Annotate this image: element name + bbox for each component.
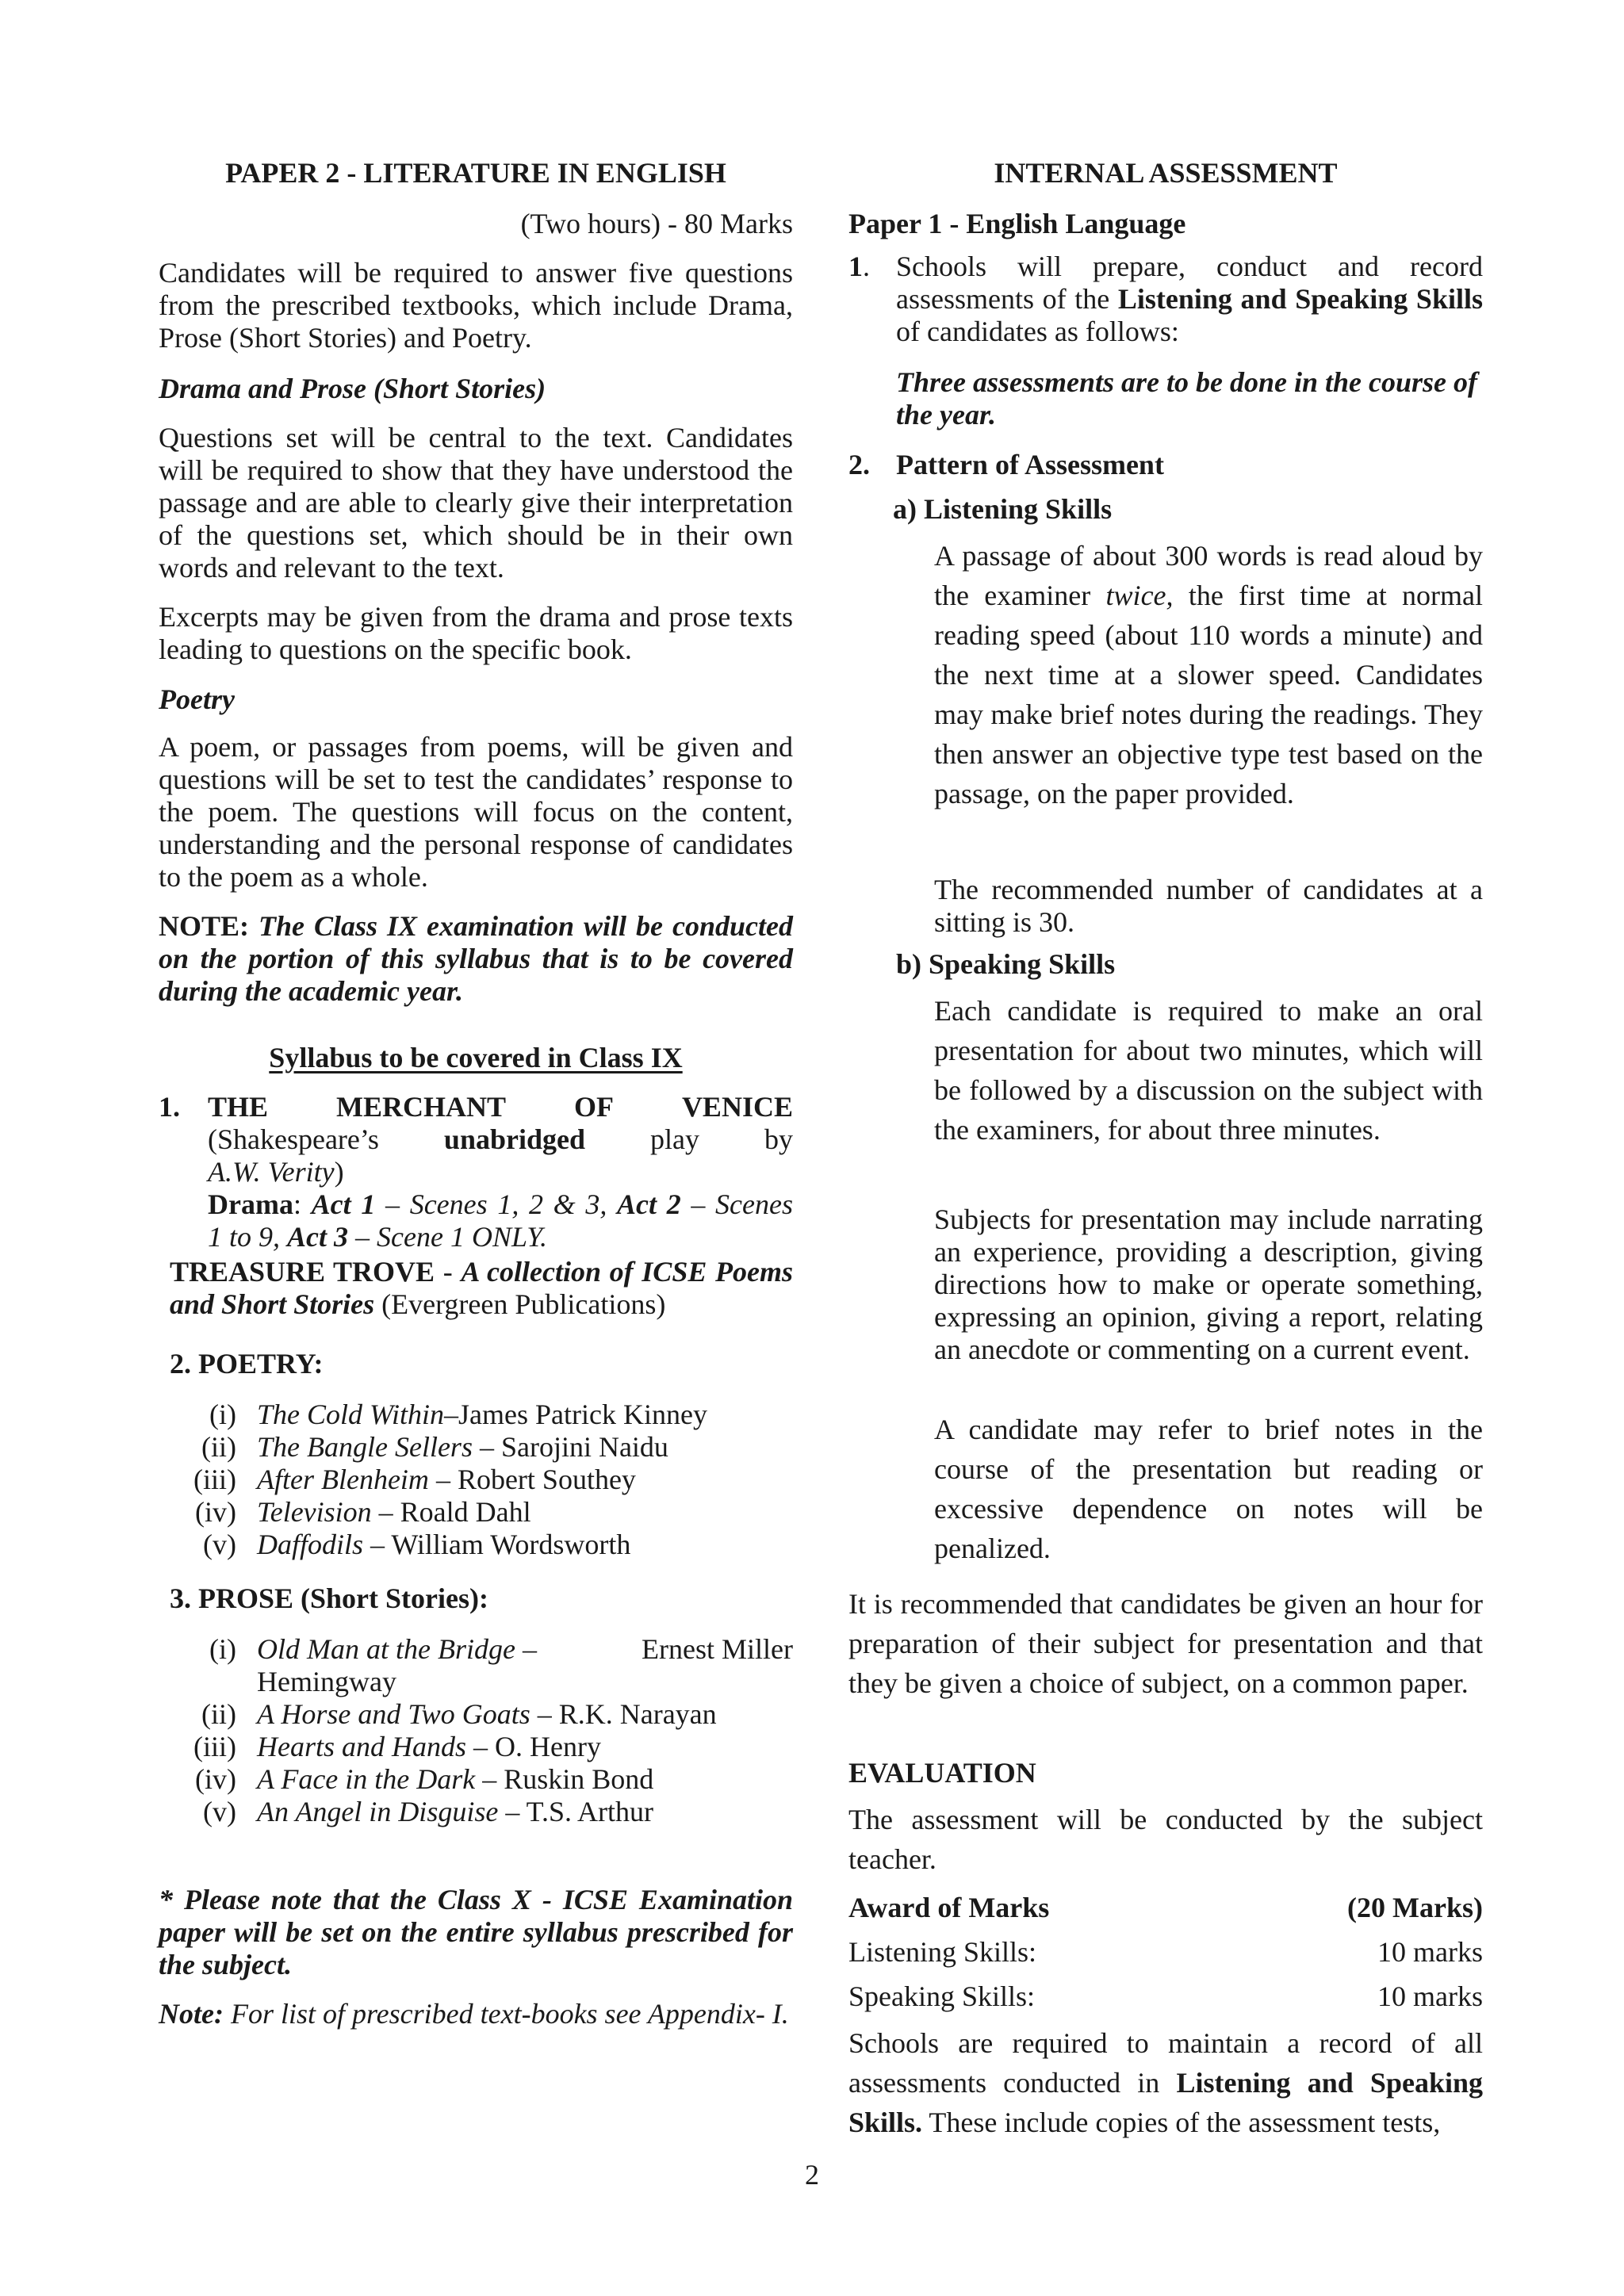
poetry-section-number: 2.: [170, 1348, 191, 1380]
merchant-edition-text: by: [764, 1123, 793, 1155]
list-item-author: Ernest Miller: [642, 1633, 793, 1665]
speaking-label-letter: b): [896, 948, 922, 980]
list-item-title: A Face in the Dark: [257, 1763, 476, 1795]
list-item-title: Television: [257, 1496, 372, 1528]
item2-number: 2.: [848, 449, 870, 480]
listening-title: Listening Skills: [924, 493, 1113, 525]
list-item-sep: –: [363, 1529, 392, 1560]
merchant-unabridged: unabridged: [443, 1123, 585, 1155]
schools-text-c: These include copies of the assessment tests,: [922, 2107, 1441, 2138]
please-note: * Please note that the Class X - ICSE Examination paper will be set on the entire syllabus prescribed for the subject.: [159, 1884, 793, 1980]
list-item-author: Roald Dahl: [400, 1496, 531, 1528]
item1-text: [896, 251, 1483, 348]
speaking-heading: [896, 948, 1115, 981]
merchant-drama-label: Drama: [208, 1188, 293, 1220]
list-item: [190, 1698, 793, 1731]
list-item-author: O. Henry: [495, 1731, 601, 1762]
prose-list: [190, 1633, 793, 1828]
poetry-section-heading: [170, 1348, 323, 1380]
prose-section-number: 3.: [170, 1582, 191, 1614]
list-item-number: (v): [203, 1796, 236, 1827]
list-item-number: (i): [209, 1633, 236, 1665]
list-item-number: (v): [203, 1529, 236, 1560]
poetry-list: [190, 1399, 793, 1561]
list-item-title: Hearts and Hands: [257, 1731, 467, 1762]
speaking-marks-value: 10 marks: [1377, 1980, 1483, 2012]
list-item-title: The Bangle Sellers: [257, 1431, 473, 1463]
list-item-sep: –: [530, 1698, 559, 1730]
treasure-subtitle: Poems and Short Stories: [170, 1256, 793, 1320]
listening-marks-value: 10 marks: [1377, 1936, 1483, 1968]
poetry-section-label: POETRY:: [198, 1348, 324, 1380]
award-row: [848, 1892, 1483, 1924]
list-item-number: (ii): [201, 1431, 236, 1463]
note2-text: For list of prescribed text-books see Appendix- I.: [223, 1998, 789, 2030]
prose-section-heading: [170, 1582, 488, 1615]
merchant-act: Act 1: [311, 1188, 376, 1220]
listening-text-b: the first time at normal reading speed (about 110 words a minute) and the next time at a slower speed. Candidates may make brief notes during the readings. They then answer an objective type test based on the passage, on the paper provided.: [934, 580, 1483, 809]
list-item-title: Daffodils: [257, 1529, 364, 1560]
list-item-number: (iii): [193, 1731, 236, 1762]
list-item-number: (iv): [195, 1496, 236, 1528]
merchant-title: [208, 1091, 793, 1123]
treasure-trove: [170, 1256, 793, 1321]
list-item-author: William Wordsworth: [391, 1529, 631, 1560]
list-item: [190, 1731, 793, 1763]
paper2-heading: PAPER 2 - LITERATURE IN ENGLISH: [225, 157, 726, 189]
hour-text: It is recommended that candidates be given an hour for preparation of their subject for presentation and that they be given a choice of subject, on a common paper.: [848, 1588, 1483, 1699]
list-item-sep: –: [371, 1496, 400, 1528]
merchant-title-word: OF: [573, 1091, 614, 1123]
list-item-author: Sarojini Naidu: [500, 1431, 668, 1463]
note-label: NOTE:: [159, 910, 250, 942]
merchant-title-word: VENICE: [681, 1091, 793, 1123]
speaking-text-1: Each candidate is required to make an oral presentation for about two minutes, which will be followed by a discussion on the subject with the examiners, for about three minutes.: [934, 995, 1483, 1146]
list-item-sep: –: [466, 1731, 496, 1762]
list-item-number: (iii): [193, 1464, 236, 1495]
speaking-text-2: Subjects for presentation may include narrating an experience, providing a description, giving directions how to make or operate something, expressing an opinion, giving a report, relating an anecdote or commenting on a current event.: [934, 1203, 1483, 1365]
item1-num: 1: [848, 251, 863, 282]
merchant-scenes: – Scenes: [680, 1188, 793, 1220]
list-item-author: Robert Southey: [457, 1464, 636, 1495]
list-item: [190, 1763, 793, 1796]
note-text: The Class IX examination will be conducted on the portion of this syllabus that is to be covered during the academic year.: [159, 910, 793, 1007]
merchant-act: Act 2: [617, 1188, 681, 1220]
merchant-scenes: – Scenes 1, 2 & 3,: [375, 1188, 618, 1220]
item2-label: Pattern of Assessment: [896, 449, 1164, 480]
note2: [159, 1998, 793, 2030]
merchant-drama-colon: :: [293, 1188, 301, 1220]
list-item-sep: –: [515, 1633, 537, 1665]
list-item: [190, 1399, 793, 1431]
list-item-number: (ii): [201, 1698, 236, 1730]
schools-text-a: Schools are required to maintain a record of all assessments conducted in: [848, 2027, 1483, 2099]
item1-text-b: Listening and Speaking Skills: [1117, 283, 1483, 315]
merchant-author-close: ): [334, 1156, 344, 1188]
listening-twice: twice,: [1105, 580, 1174, 611]
item1-number: [848, 251, 870, 283]
award-total: (20 Marks): [1347, 1892, 1483, 1923]
evaluation-heading: EVALUATION: [848, 1757, 1036, 1789]
list-item: [190, 1796, 793, 1828]
listening-label-letter: a): [893, 493, 917, 525]
page-number: 2: [805, 2159, 819, 2191]
speaking-text-3: A candidate may refer to brief notes in the course of the presentation but reading or excessive dependence on notes will be penalized.: [934, 1414, 1483, 1564]
speaking-title: Speaking Skills: [929, 948, 1116, 980]
list-item-author: R.K. Narayan: [558, 1698, 717, 1730]
merchant-drama-line-2: [208, 1221, 793, 1253]
three-assessments-note: Three assessments are to be done in the course of the year.: [896, 366, 1477, 430]
list-item-title: Old Man at the Bridge: [257, 1633, 515, 1665]
merchant-author-line: [208, 1156, 793, 1188]
list-item-author: T.S. Arthur: [526, 1796, 654, 1827]
recommended-text: The recommended number of candidates at a sitting is 30.: [934, 874, 1483, 938]
item1-text-a: Schools will prepare, conduct and record assessments of the: [896, 251, 1483, 315]
list-item-author: James Patrick Kinney: [458, 1399, 707, 1430]
merchant-act: Act 3: [287, 1221, 349, 1253]
list-item-sep: –: [475, 1763, 504, 1795]
listening-marks-row: [848, 1936, 1483, 1969]
drama-heading: Drama and Prose (Short Stories): [159, 373, 546, 404]
list-item: [190, 1464, 793, 1496]
merchant-scenes: – Scene 1 ONLY.: [348, 1221, 547, 1253]
merchant-author: A.W. Verity: [208, 1156, 335, 1188]
paper2-intro: Candidates will be required to answer five questions from the prescribed textbooks, which include Drama, Prose (Short Stories) and Poetry.: [159, 257, 793, 354]
merchant-block: [208, 1091, 793, 1253]
merchant-title-word: THE: [208, 1091, 269, 1123]
list-item-number: (iv): [195, 1763, 236, 1795]
treasure-subtitle: A collection of ICSE: [461, 1256, 707, 1288]
list-item-title: After Blenheim: [257, 1464, 429, 1495]
drama-text: Questions set will be central to the text. Candidates will be required to show that they have understood the passage and are able to clearly give their interpretation of the questions set, which should be in their own words and relevant to the text.: [159, 422, 793, 584]
list-item-sep: –: [444, 1399, 459, 1430]
note2-label: Note:: [159, 1998, 224, 2030]
note-block: [159, 910, 793, 1008]
award-label: Award of Marks: [848, 1892, 1050, 1923]
poetry-heading: Poetry: [159, 683, 235, 715]
list-item-author: Ruskin Bond: [504, 1763, 654, 1795]
listening-heading: [893, 493, 1112, 526]
list-item: [190, 1633, 793, 1698]
list-item: [190, 1431, 793, 1464]
list-item-title: An Angel in Disguise: [257, 1796, 499, 1827]
listening-marks-label: Listening Skills:: [848, 1936, 1037, 1968]
item1-dot: .: [863, 251, 870, 282]
list-item-sep: –: [428, 1464, 458, 1495]
paper1-heading: Paper 1 - English Language: [848, 208, 1186, 239]
list-item: [190, 1496, 793, 1529]
merchant-drama-line: [208, 1188, 793, 1221]
list-item-sep: –: [498, 1796, 527, 1827]
speaking-marks-row: [848, 1980, 1483, 2013]
evaluation-text: The assessment will be conducted by the subject teacher.: [848, 1804, 1483, 1875]
syllabus-heading: Syllabus to be covered in Class IX: [269, 1042, 683, 1073]
schools-text: [848, 2023, 1483, 2142]
list-item-number: (i): [209, 1399, 236, 1430]
merchant-edition-text: (Shakespeare’s: [208, 1123, 379, 1155]
treasure-publisher: (Evergreen Publications): [374, 1288, 666, 1320]
listening-text: [934, 536, 1483, 813]
poetry-text: A poem, or passages from poems, will be given and questions will be set to test the candidates’ response to the poem. The questions will focus on the content, understanding and the personal response of candidates to the poem as a whole.: [159, 731, 793, 893]
paper2-duration: (Two hours) - 80 Marks: [520, 208, 793, 239]
merchant-number: 1.: [159, 1091, 180, 1123]
treasure-title: TREASURE TROVE: [170, 1256, 435, 1288]
list-item: [190, 1529, 793, 1561]
internal-assessment-heading: INTERNAL ASSESSMENT: [994, 157, 1338, 189]
excerpts-text: Excerpts may be given from the drama and prose texts leading to questions on the specific book.: [159, 601, 793, 665]
list-item-author: Hemingway: [257, 1666, 396, 1697]
list-item-title: The Cold Within: [257, 1399, 445, 1430]
listening-text-a: A passage of about 300 words is read aloud by the examiner: [934, 540, 1483, 611]
merchant-edition-text: play: [650, 1123, 699, 1155]
schools-text-b: Listening and Speaking Skills.: [848, 2067, 1483, 2138]
merchant-title-word: MERCHANT: [336, 1091, 506, 1123]
list-item-title: A Horse and Two Goats: [257, 1698, 530, 1730]
merchant-scenes: 1 to 9,: [208, 1221, 288, 1253]
merchant-edition-line: [208, 1123, 793, 1156]
list-item-sep: –: [472, 1431, 501, 1463]
prose-section-label: PROSE (Short Stories):: [198, 1582, 488, 1614]
item1-text-c: of candidates as follows:: [896, 316, 1179, 347]
speaking-marks-label: Speaking Skills:: [848, 1980, 1036, 2012]
treasure-dash: -: [435, 1256, 462, 1288]
